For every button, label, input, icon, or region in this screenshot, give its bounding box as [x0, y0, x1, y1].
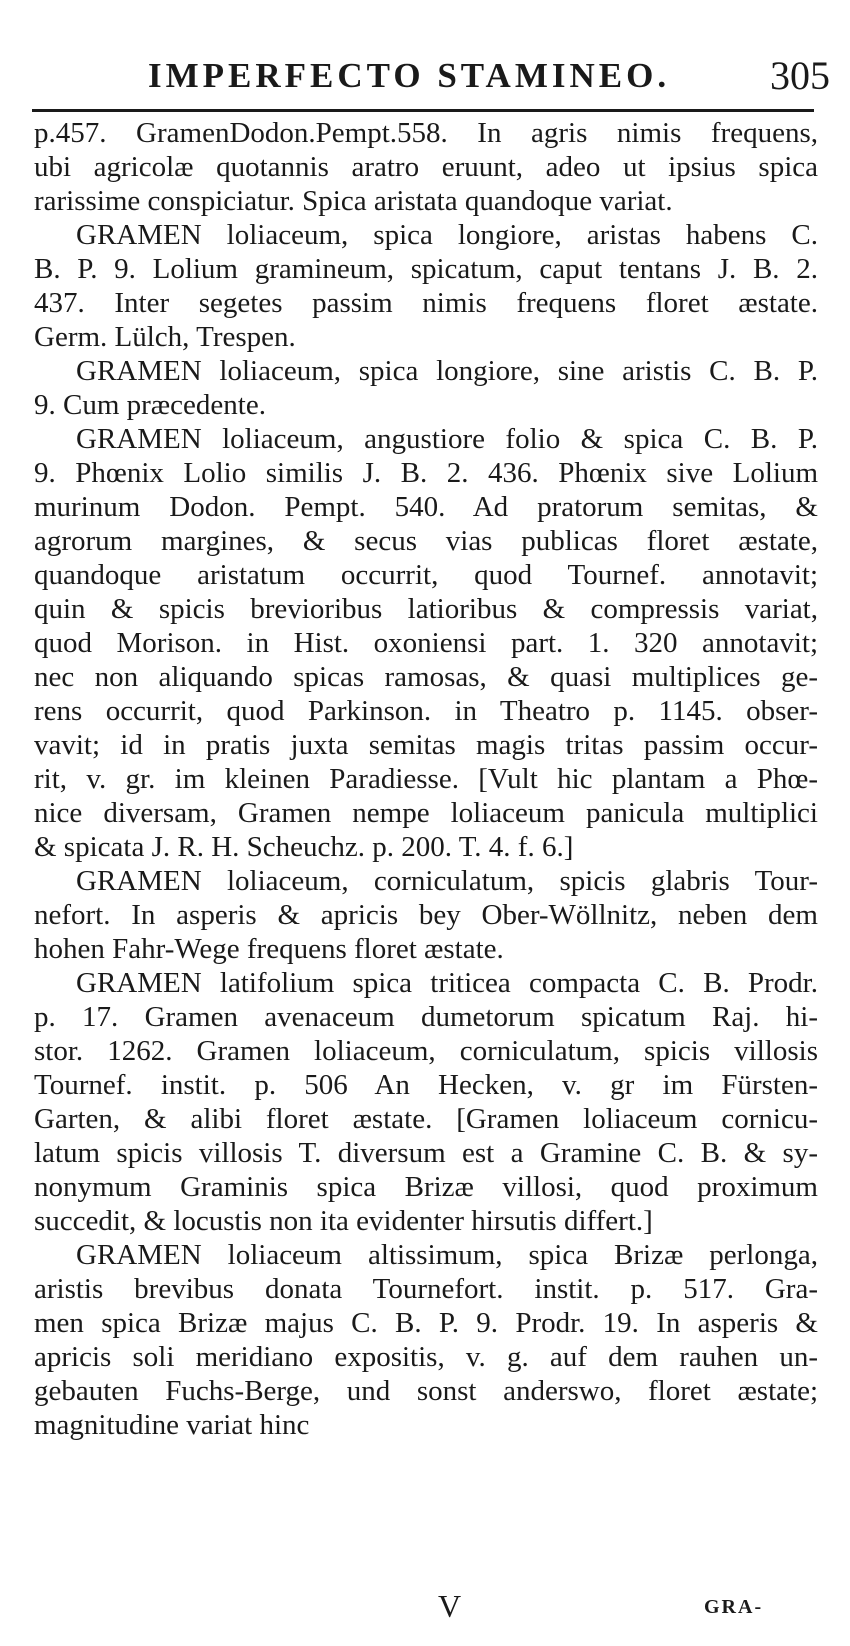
text-line: p.457. GramenDodon.Pempt.558. In agris nimis frequens,	[34, 117, 818, 149]
text-line: rarissime conspiciatur. Spica aristata quandoque variat.	[34, 185, 673, 217]
text-line: 437. Inter segetes passim nimis frequens floret æstate.	[34, 287, 818, 319]
text-line: p. 17. Gramen avenaceum dumetorum spicatum Raj. hi-	[34, 1001, 818, 1033]
text-line: GRAMEN loliaceum, spica longiore, sine aristis C. B. P.	[76, 355, 818, 387]
text-line: GRAMEN loliaceum, angustiore folio & spica C. B. P.	[76, 423, 818, 455]
text-line: quandoque aristatum occurrit, quod Tournef. annotavit;	[34, 559, 818, 591]
text-line: men spica Brizæ majus C. B. P. 9. Prodr. 19. In asperis &	[34, 1307, 818, 1339]
text-line: succedit, & locustis non ita evidenter hirsutis differt.]	[34, 1205, 653, 1237]
text-line: gebauten Fuchs-Berge, und sonst anderswo, floret æstate;	[34, 1375, 818, 1407]
text-line: Garten, & alibi floret æstate. [Gramen loliaceum cornicu-	[34, 1103, 818, 1135]
text-line: GRAMEN loliaceum, corniculatum, spicis glabris Tour-	[76, 865, 818, 897]
text-line: murinum Dodon. Pempt. 540. Ad pratorum semitas, &	[34, 491, 818, 523]
text-line: GRAMEN loliaceum, spica longiore, aristas habens C.	[76, 219, 818, 251]
text-line: aristis brevibus donata Tournefort. instit. p. 517. Gra-	[34, 1273, 818, 1305]
text-line: rit, v. gr. im kleinen Paradiesse. [Vult hic plantam a Phœ-	[34, 763, 818, 795]
page-footer	[0, 1588, 850, 1628]
text-line: GRAMEN loliaceum altissimum, spica Brizæ perlonga,	[76, 1239, 818, 1271]
text-line: ubi agricolæ quotannis aratro eruunt, adeo ut ipsius spica	[34, 151, 818, 183]
page-header	[30, 52, 830, 108]
text-line: nonymum Graminis spica Brizæ villosi, quod proximum	[34, 1171, 818, 1203]
text-line: nec non aliquando spicas ramosas, & quasi multiplices ge-	[34, 661, 818, 693]
text-line: hohen Fahr-Wege frequens floret æstate.	[34, 933, 504, 965]
text-line: apricis soli meridiano expositis, v. g. auf dem rauhen un-	[34, 1341, 818, 1373]
text-line: Germ. Lülch, Trespen.	[34, 321, 296, 353]
header-rule	[32, 109, 814, 112]
text-line: B. P. 9. Lolium gramineum, spicatum, caput tentans J. B. 2.	[34, 253, 818, 285]
page-number: 305	[770, 53, 830, 98]
body-text	[34, 116, 818, 1442]
text-line: agrorum margines, & secus vias publicas floret æstate,	[34, 525, 818, 557]
text-line: Tournef. instit. p. 506 An Hecken, v. gr im Fürsten-	[34, 1069, 818, 1101]
text-line: GRAMEN latifolium spica triticea compacta C. B. Prodr.	[76, 967, 818, 999]
text-line: stor. 1262. Gramen loliaceum, corniculatum, spicis villosis	[34, 1035, 818, 1067]
text-line: 9. Cum præcedente.	[34, 389, 266, 421]
text-line: rens occurrit, quod Parkinson. in Theatro p. 1145. obser-	[34, 695, 818, 727]
text-line: quod Morison. in Hist. oxoniensi part. 1. 320 annotavit;	[34, 627, 818, 659]
text-line: quin & spicis brevioribus latioribus & compressis variat,	[34, 593, 818, 625]
text-line: 9. Phœnix Lolio similis J. B. 2. 436. Phœnix sive Lolium	[34, 457, 818, 489]
text-line: latum spicis villosis T. diversum est a Gramine C. B. & sy-	[34, 1137, 818, 1169]
text-line: nefort. In asperis & apricis bey Ober-Wöllnitz, neben dem	[34, 899, 818, 931]
text-line: nice diversam, Gramen nempe loliaceum panicula multiplici	[34, 797, 818, 829]
text-line: & spicata J. R. H. Scheuchz. p. 200. T. 4. f. 6.]	[34, 831, 574, 863]
text-line: magnitudine variat hinc	[34, 1409, 310, 1441]
signature-mark: V	[438, 1588, 462, 1624]
running-head: IMPERFECTO STAMINEO.	[148, 56, 671, 95]
text-line: vavit; id in pratis juxta semitas magis tritas passim occur-	[34, 729, 818, 761]
catchword: GRA-	[704, 1596, 764, 1618]
